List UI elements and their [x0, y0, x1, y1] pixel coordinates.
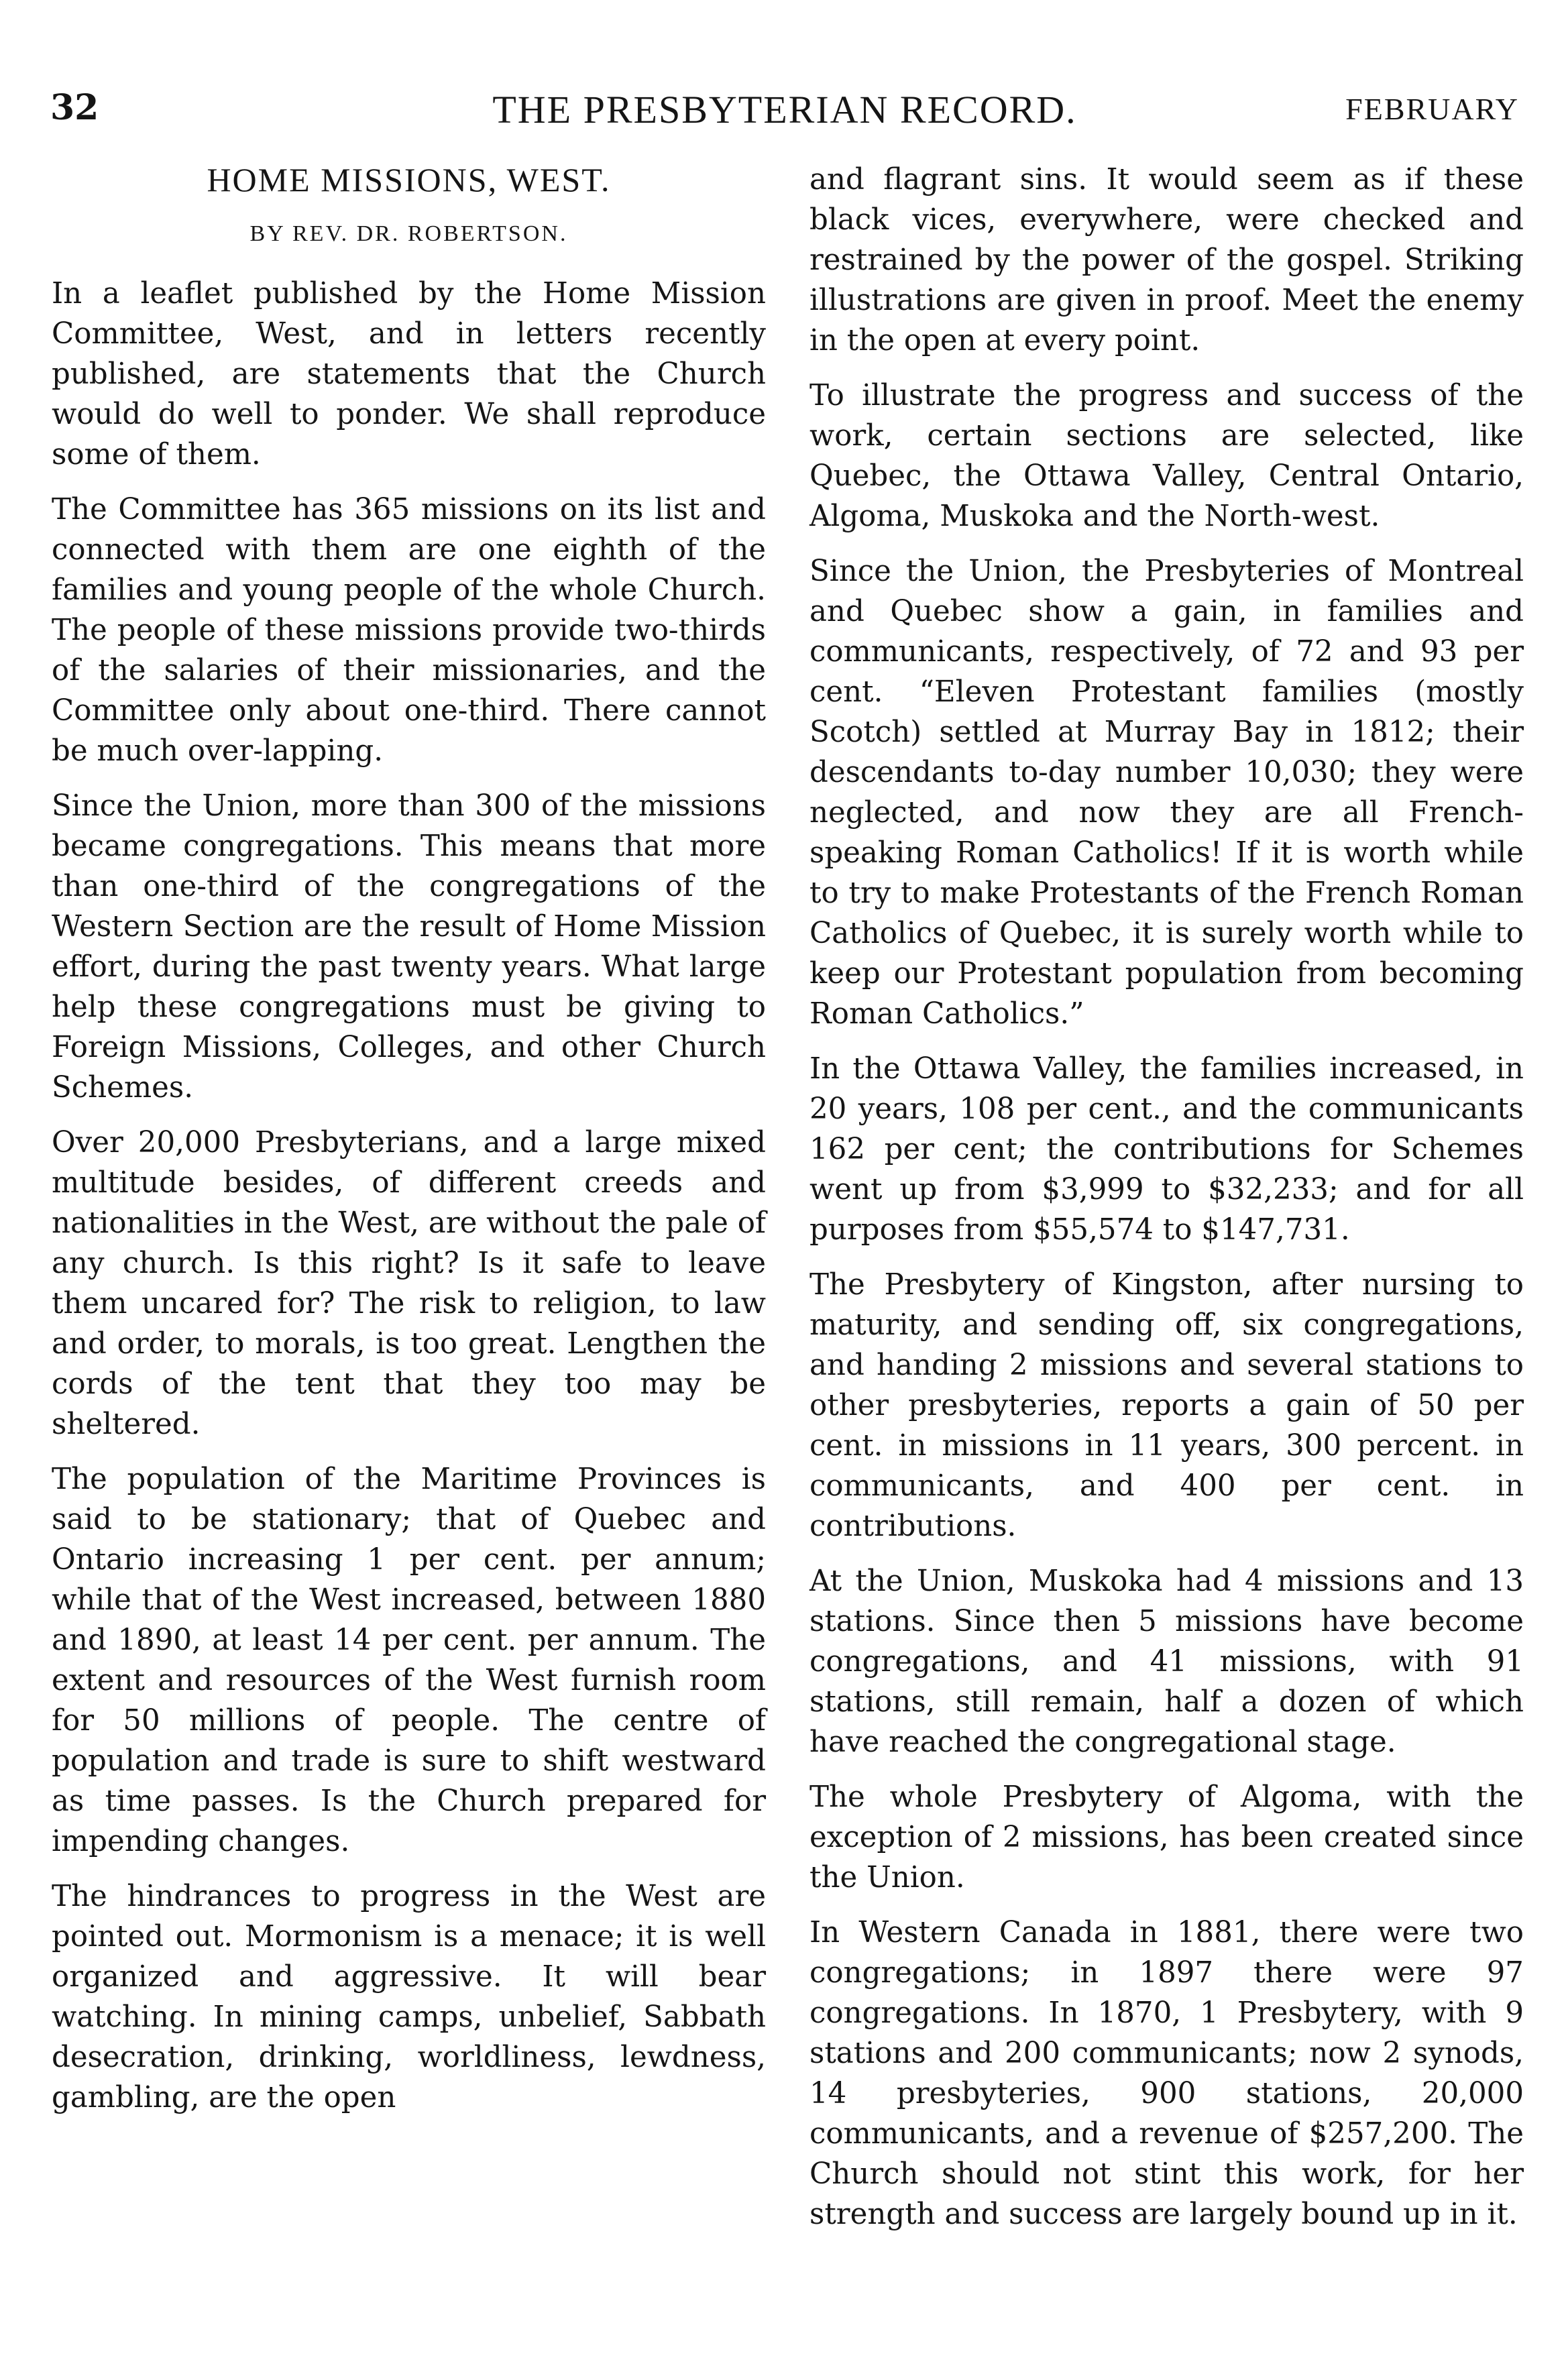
running-head — [50, 87, 1519, 148]
paragraph: The whole Presbytery of Algoma, with the exception of 2 missions, has been created since the Union. — [809, 1780, 1524, 1894]
paragraph: Since the Union, the Presbyteries of Montreal and Quebec show a gain, in families and communicants, respectively, of 72 and 93 per cent. “Eleven Protestant families (mostly Scotch) settled at Murray Bay in 1812; their descendants to-day number 10,030; they were neglected, and now they are all French-speaking Roman Catholics! If it is worth while to try to make Protestants of the French Roman Catholics of Quebec, it is surely worth while to keep our Protestant population from becoming Roman Catholics.” — [809, 555, 1524, 1031]
paragraph: The population of the Maritime Provinces is said to be stationary; that of Quebec and Ontario increasing 1 per cent. per annum; while that of the West increased, between 1880 and 1890, at least 14 per cent. per annum. The extent and resources of the West furnish room for 50 millions of people. The centre of population and trade is sure to shift westward as time passes. Is the Church prepared for impending changes. — [52, 1463, 766, 1858]
paragraph: In a leaflet published by the Home Mission Committee, West, and in letters recently published, are statements that the Church would do well to ponder. We shall reproduce some of them. — [52, 277, 766, 471]
paragraph: The Committee has 365 missions on its list and connected with them are one eighth of the families and young people of the whole Church. The people of these missions provide two-thirds of the salaries of their missionaries, and the Committee only about one-third. There cannot be much over-lapping. — [52, 493, 766, 768]
paragraph: Over 20,000 Presbyterians, and a large mixed multitude besides, of different creeds and nationalities in the West, are without the pale of any church. Is this right? Is it safe to leave them uncared for? The risk to religion, to law and order, to morals, is too great. Lengthen the cords of the tent that they too may be sheltered. — [52, 1126, 766, 1441]
right-column — [809, 160, 1524, 2249]
page-number: 32 — [50, 87, 99, 128]
paragraph: In Western Canada in 1881, there were two congregations; in 1897 there were 97 congregations. In 1870, 1 Presbytery, with 9 stations and 200 communicants; now 2 synods, 14 presbyteries, 900 stations, 20,000 communicants, and a revenue of $257,200. The Church should not stint this work, for her strength and success are largely bound up in it. — [809, 1916, 1524, 2231]
paragraph: To illustrate the progress and success of the work, certain sections are selected, like Quebec, the Ottawa Valley, Central Ontario, Algoma, Muskoka and the North-west. — [809, 379, 1524, 533]
journal-title: THE PRESBYTERIAN RECORD. — [492, 88, 1077, 131]
paragraph: Since the Union, more than 300 of the missions became congregations. This means that more than one-third of the congregations of the Western Section are the result of Home Mission effort, during the past twenty years. What large help these congregations must be giving to Foreign Missions, Colleges, and other Church Schemes. — [52, 789, 766, 1104]
paragraph: and flagrant sins. It would seem as if these black vices, everywhere, were checked and restrained by the power of the gospel. Striking illustrations are given in proof. Meet the enemy in the open at every point. — [809, 163, 1524, 357]
article-title: HOME MISSIONS, WEST. — [207, 161, 611, 199]
paragraph: In the Ottawa Valley, the families increased, in 20 years, 108 per cent., and the communicants 162 per cent; the contributions for Schemes went up from $3,999 to $32,233; and for all purposes from $55,574 to $147,731. — [809, 1052, 1524, 1247]
article-byline: BY REV. DR. ROBERTSON. — [249, 221, 568, 246]
left-column — [52, 160, 766, 2133]
paragraph: At the Union, Muskoka had 4 missions and 13 stations. Since then 5 missions have become congregations, and 41 missions, with 91 stations, still remain, half a dozen of which have reached the congregational stage. — [809, 1565, 1524, 1759]
issue-month: FEBRUARY — [1345, 92, 1519, 126]
paragraph: The hindrances to progress in the West are pointed out. Mormonism is a menace; it is well organized and aggressive. It will bear watching. In mining camps, unbelief, Sabbath desecration, drinking, worldliness, lewdness, gambling, are the open — [52, 1880, 766, 2114]
paragraph: The Presbytery of Kingston, after nursing to maturity, and sending off, six congregations, and handing 2 missions and several stations to other presbyteries, reports a gain of 50 per cent. in missions in 11 years, 300 percent. in communicants, and 400 per cent. in contributions. — [809, 1268, 1524, 1543]
